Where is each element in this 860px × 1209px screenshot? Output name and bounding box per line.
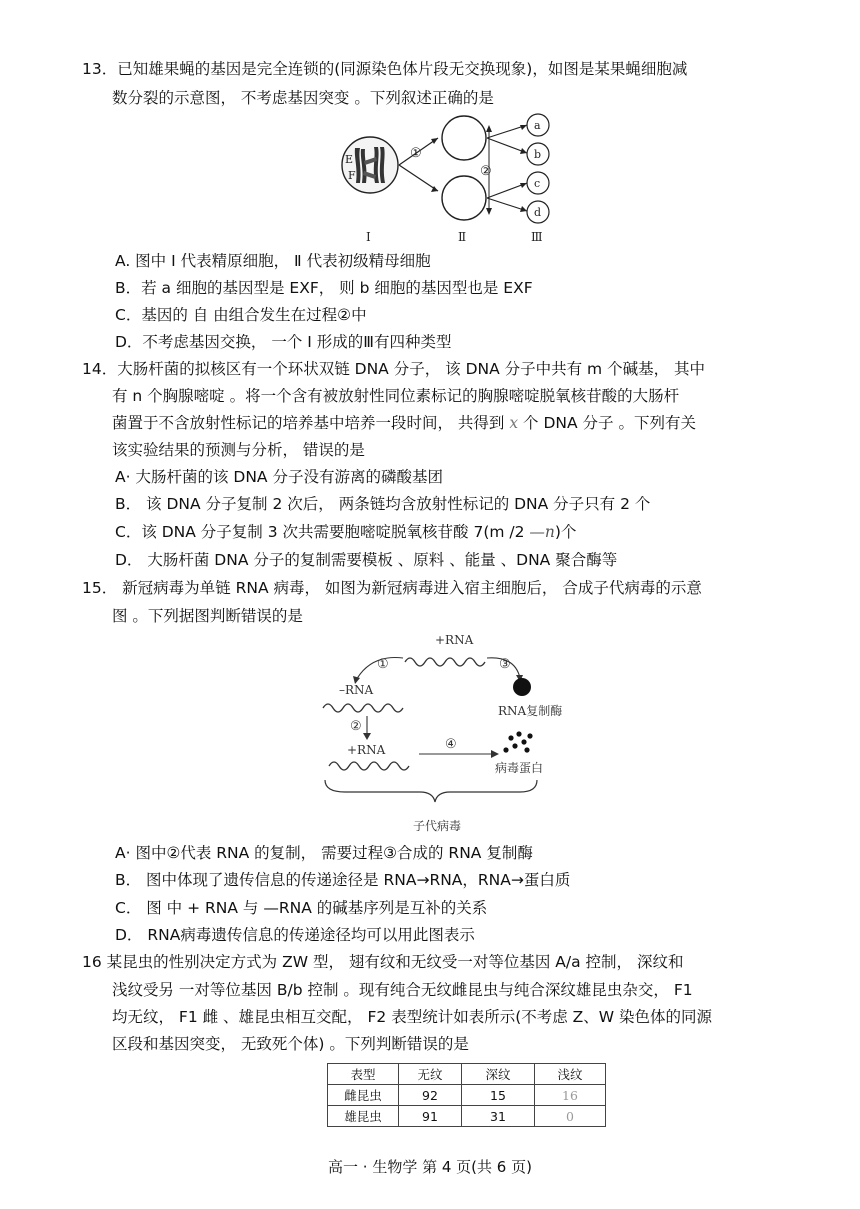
- virus-protein-label: 病毒蛋白: [495, 761, 544, 775]
- table-header-cell: 深纹: [462, 1064, 535, 1085]
- gene-label-F: F: [348, 169, 356, 182]
- progeny-brace: [325, 780, 537, 802]
- q15-option-b: B． 图中体现了遗传信息的传递途径是 RNA→RNA，RNA→蛋白质: [115, 871, 571, 889]
- q16-phenotype-table: [327, 1063, 606, 1127]
- q13-option-a: A. 图中 Ⅰ 代表精原细胞， Ⅱ 代表初级精母细胞: [115, 252, 431, 270]
- step3-circle: ③: [499, 657, 511, 672]
- cell-label-b: b: [534, 148, 542, 161]
- q14-option-c-b: )个: [554, 523, 577, 541]
- q14-var-x: x: [509, 414, 519, 432]
- q16-stem-line2: 浅纹受另 一对等位基因 B/b 控制 。现有纯合无纹雌昆虫与纯合深纹雄昆虫杂交， F1: [112, 981, 693, 999]
- q15-stem-line1: 15． 新冠病毒为单链 RNA 病毒， 如图为新冠病毒进入宿主细胞后， 合成子代病毒的示意: [82, 579, 702, 597]
- step1-circle: ①: [377, 657, 389, 672]
- q13-meiosis-figure: [340, 113, 555, 245]
- page-footer: 高一 · 生物学 第 4 页(共 6 页): [328, 1158, 532, 1176]
- q16-stem-line4: 区段和基因突变， 无致死个体) 。下列判断错误的是: [112, 1035, 469, 1053]
- q14-stem-line2: 有 n 个胸腺嘧啶 。将一个含有被放射性同位素标记的胸腺嘧啶脱氧核苷酸的大肠杆: [112, 387, 680, 405]
- table-row: [328, 1106, 606, 1127]
- q15-stem-line2: 图 。下列据图判断错误的是: [112, 607, 303, 625]
- q14-stem-line3-a: 菌置于不含放射性标记的培养基中培养一段时间， 共得到: [112, 414, 510, 432]
- q14-option-c-a: C．该 DNA 分子复制 3 次共需要胞嘧啶脱氧核苷酸 7(m /2: [115, 523, 530, 541]
- q13-stem-line2: 数分裂的示意图， 不考虑基因突变 。下列叙述正确的是: [112, 89, 494, 107]
- q14-option-b: B． 该 DNA 分子复制 2 次后， 两条链均含放射性标记的 DNA 分子只有 2 个: [115, 495, 651, 513]
- gene-label-E: E: [345, 153, 354, 166]
- table-header-cell: 表型: [328, 1064, 399, 1085]
- plus-rna-top-strand: [405, 658, 485, 666]
- q13-option-c: C．基因的 自 由组合发生在过程②中: [115, 306, 367, 324]
- q14-option-a: A· 大肠杆菌的该 DNA 分子没有游离的磷酸基团: [115, 468, 443, 486]
- plus-rna-bottom-label: +RNA: [347, 743, 386, 757]
- table-cell: 0: [535, 1106, 606, 1127]
- cell-II-bottom: [442, 176, 486, 220]
- q13-option-d: D．不考虑基因交换， 一个 Ⅰ 形成的Ⅲ有四种类型: [115, 333, 452, 351]
- q14-stem-line3-b: 个 DNA 分子 。下列有关: [518, 414, 696, 432]
- table-row: [328, 1085, 606, 1106]
- q15-rna-virus-figure: [315, 630, 595, 840]
- table-header-cell: 浅纹: [535, 1064, 606, 1085]
- q16-stem-line3: 均无纹， F1 雌 、雄昆虫相互交配， F2 表型统计如表所示(不考虑 Z、W 染色体的同源: [112, 1008, 713, 1026]
- table-cell: 雄昆虫: [328, 1106, 399, 1127]
- stage-label-III: Ⅲ: [531, 230, 543, 244]
- q15-option-a: A· 图中②代表 RNA 的复制， 需要过程③合成的 RNA 复制酶: [115, 844, 533, 862]
- step4-circle: ④: [445, 737, 457, 752]
- q15-option-c: C． 图 中 + RNA 与 —RNA 的碱基序列是互补的关系: [115, 899, 488, 917]
- cell-label-a: a: [534, 119, 541, 132]
- step2-label: ②: [480, 164, 492, 179]
- q14-stem-line3: [112, 412, 696, 434]
- progeny-virus-label: 子代病毒: [413, 819, 462, 833]
- rna-replicase-dot: [513, 678, 531, 696]
- stage-label-II: Ⅱ: [458, 230, 467, 244]
- plus-rna-bottom-strand: [329, 762, 409, 770]
- stage-label-I: Ⅰ: [366, 230, 371, 244]
- q13-option-b: B．若 a 细胞的基因型是 EXF， 则 b 细胞的基因型也是 EXF: [115, 279, 533, 297]
- q15-option-d: D． RNA病毒遗传信息的传递途径均可以用此图表示: [115, 926, 475, 944]
- q14-option-d: D． 大肠杆菌 DNA 分子的复制需要模板 、原料 、能量 、DNA 聚合酶等: [115, 551, 618, 569]
- table-cell: 91: [399, 1106, 462, 1127]
- minus-rna-strand: [323, 704, 403, 712]
- table-cell: 92: [399, 1085, 462, 1106]
- table-cell: 16: [535, 1085, 606, 1106]
- step1-label: ①: [410, 146, 422, 161]
- table-cell: 雌昆虫: [328, 1085, 399, 1106]
- q14-option-c: [115, 521, 576, 543]
- q16-stem-line1: 16 某昆虫的性别决定方式为 ZW 型， 翅有纹和无纹受一对等位基因 A/a 控制， 深纹和: [82, 953, 684, 971]
- table-header-row: [328, 1064, 606, 1085]
- step2-circle: ②: [350, 719, 362, 734]
- table-header-cell: 无纹: [399, 1064, 462, 1085]
- q14-stem-line1: 14．大肠杆菌的拟核区有一个环状双链 DNA 分子， 该 DNA 分子中共有 m 个碱基， 其中: [82, 360, 706, 378]
- q13-stem-line1: 13．已知雄果蝇的基因是完全连锁的(同源染色体片段无交换现象)，如图是某果蝇细胞减: [82, 60, 688, 78]
- q14-option-c-n: —n: [529, 523, 555, 541]
- table-cell: 31: [462, 1106, 535, 1127]
- q14-stem-line4: 该实验结果的预测与分析， 错误的是: [112, 441, 365, 459]
- minus-rna-label: –RNA: [339, 683, 374, 697]
- rna-replicase-label: RNA复制酶: [498, 704, 563, 718]
- cell-II-top: [442, 116, 486, 160]
- virus-protein-dots: [503, 731, 532, 752]
- cell-label-c: c: [534, 177, 541, 190]
- plus-rna-top-label: +RNA: [435, 633, 474, 647]
- cell-label-d: d: [534, 206, 542, 219]
- table-cell: 15: [462, 1085, 535, 1106]
